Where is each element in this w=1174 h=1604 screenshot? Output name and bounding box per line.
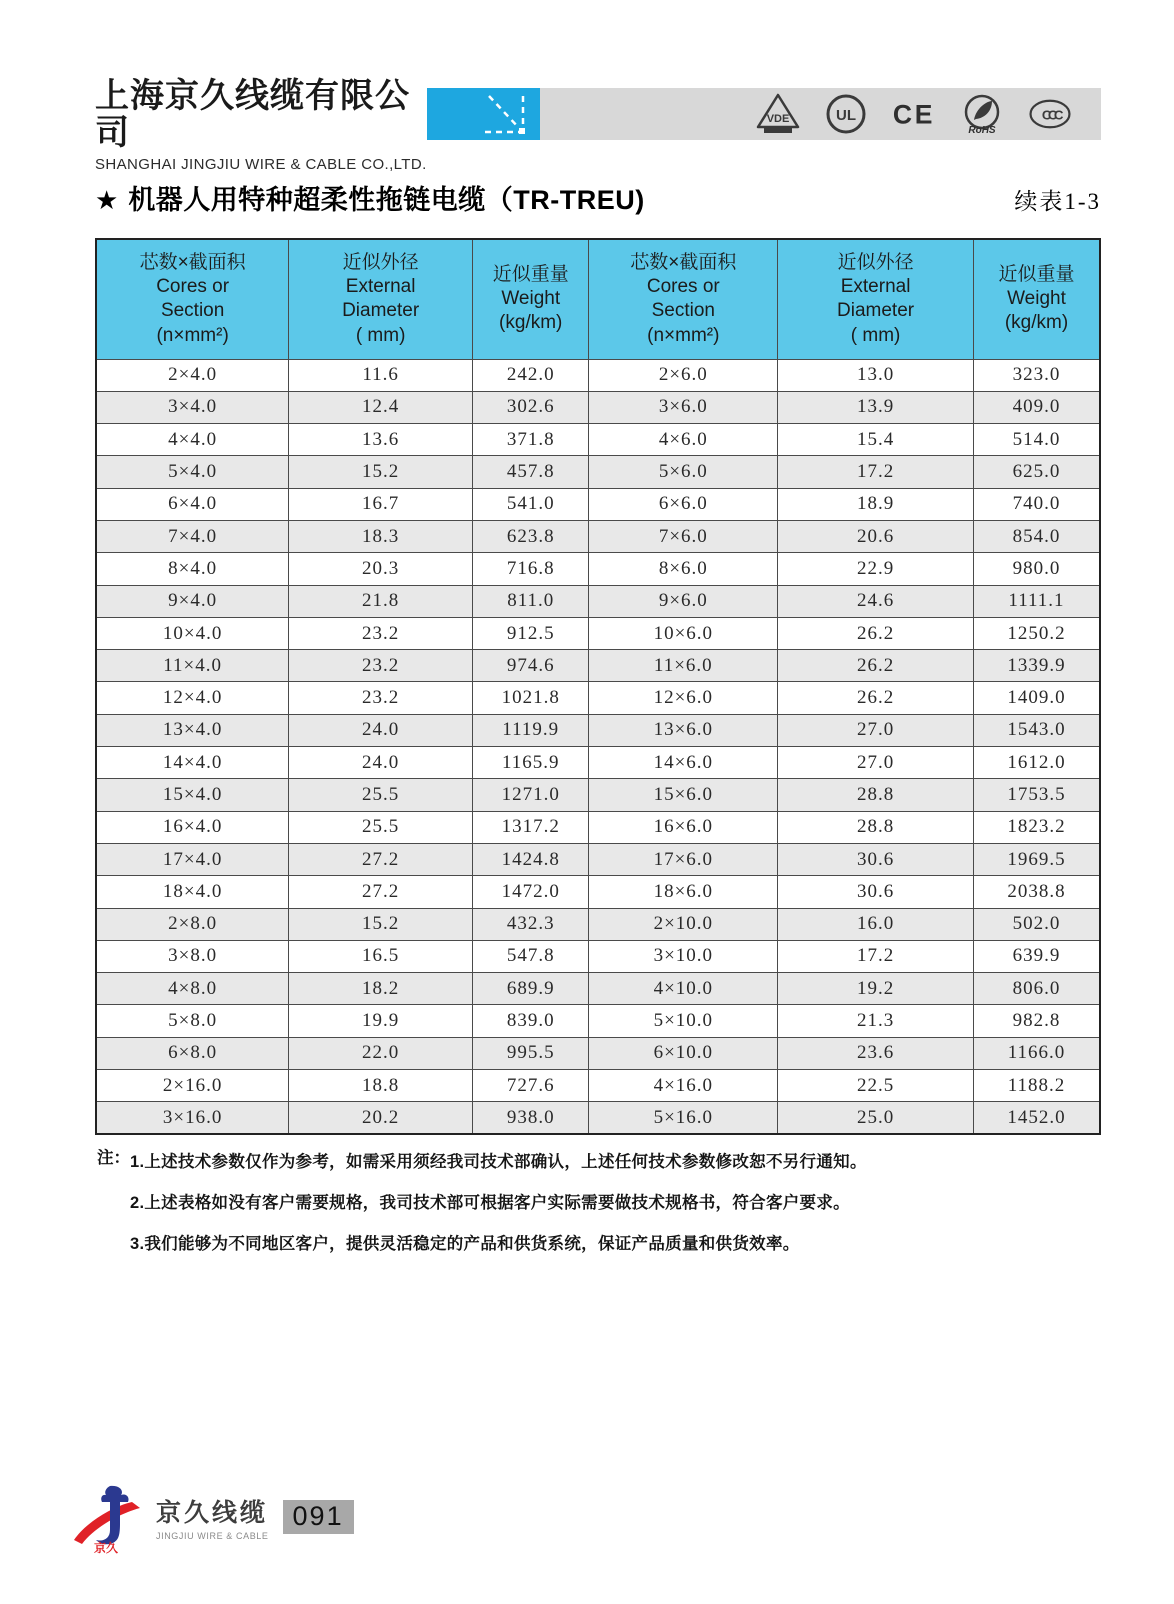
table-cell: 27.0 [778, 747, 974, 779]
table-continuation-label: 续表1-3 [1014, 189, 1101, 214]
table-cell: 16.0 [778, 908, 974, 940]
col-header-text: ( mm) [355, 324, 406, 346]
table-cell: 3×16.0 [96, 1102, 289, 1134]
table-cell: 19.2 [778, 973, 974, 1005]
ccc-icon [1027, 91, 1073, 137]
table-row [96, 488, 1100, 520]
svg-text:VDE: VDE [766, 113, 790, 125]
logo-name-cn: 京久线缆 [156, 1499, 269, 1527]
table-cell: 14×6.0 [589, 747, 778, 779]
table-cell: 26.2 [778, 617, 974, 649]
table-cell: 806.0 [973, 973, 1100, 1005]
table-row [96, 1102, 1100, 1134]
table-cell: 6×10.0 [589, 1037, 778, 1069]
table-cell: 1166.0 [973, 1037, 1100, 1069]
col-header-text: Weight [1007, 288, 1066, 310]
note-line-3: 3.我们能够为不同地区客户，提供灵活稳定的产品和供货系统，保证产品质量和供货效率。 [130, 1235, 800, 1253]
company-name-cn: 上海京久线缆有限公司 [95, 77, 410, 153]
table-cell: 22.5 [778, 1070, 974, 1102]
brand-bar [95, 76, 1101, 173]
table-cell: 1452.0 [973, 1102, 1100, 1134]
table-cell: 4×6.0 [589, 424, 778, 456]
table-row [96, 650, 1100, 682]
table-cell: 7×6.0 [589, 520, 778, 552]
table-cell: 323.0 [973, 359, 1100, 391]
svg-text:京久: 京久 [93, 1541, 119, 1555]
table-cell: 25.0 [778, 1102, 974, 1134]
table-cell: 27.2 [289, 876, 473, 908]
table-cell: 3×8.0 [96, 940, 289, 972]
table-cell: 16.5 [289, 940, 473, 972]
dashed-arrow-icon [427, 88, 540, 140]
table-cell: 727.6 [472, 1070, 588, 1102]
table-cell: 23.2 [289, 617, 473, 649]
title-row [95, 178, 1101, 217]
col-header-weight-2 [973, 239, 1100, 359]
vde-icon [755, 91, 801, 137]
svg-text:CE: CE [892, 99, 936, 130]
table-cell: 3×6.0 [589, 391, 778, 423]
table-cell: 23.6 [778, 1037, 974, 1069]
note-line-1: 1.上述技术参数仅作为参考，如需采用须经我司技术部确认，上述任何技术参数修改恕不另行通知。 [130, 1153, 867, 1171]
col-header-text: Section [651, 300, 715, 322]
table-row [96, 1070, 1100, 1102]
table-cell: 689.9 [472, 973, 588, 1005]
table-cell: 3×10.0 [589, 940, 778, 972]
table-cell: 17×6.0 [589, 843, 778, 875]
col-header-text: (kg/km) [499, 312, 563, 334]
col-header-diameter-2 [778, 239, 974, 359]
table-cell: 1271.0 [472, 779, 588, 811]
table-cell: 26.2 [778, 682, 974, 714]
col-header-text: Cores or [646, 275, 720, 297]
table-row [96, 456, 1100, 488]
table-cell: 502.0 [973, 908, 1100, 940]
table-cell: 19.9 [289, 1005, 473, 1037]
col-header-text: (kg/km) [1004, 312, 1069, 334]
table-cell: 7×4.0 [96, 520, 289, 552]
table-cell: 11.6 [289, 359, 473, 391]
table-cell: 995.5 [472, 1037, 588, 1069]
table-row [96, 585, 1100, 617]
table-cell: 854.0 [973, 520, 1100, 552]
col-header-weight-1 [472, 239, 588, 359]
notes-label: 注： [97, 1149, 130, 1167]
table-cell: 4×10.0 [589, 973, 778, 1005]
table-cell: 16×6.0 [589, 811, 778, 843]
table-cell: 18.2 [289, 973, 473, 1005]
table-row [96, 520, 1100, 552]
col-header-text: (n×mm²) [156, 324, 229, 346]
table-cell: 541.0 [472, 488, 588, 520]
table-row [96, 553, 1100, 585]
table-row [96, 973, 1100, 1005]
table-cell: 811.0 [472, 585, 588, 617]
table-cell: 11×4.0 [96, 650, 289, 682]
table-cell: 27.2 [289, 843, 473, 875]
table-cell: 625.0 [973, 456, 1100, 488]
table-cell: 13.9 [778, 391, 974, 423]
table-cell: 28.8 [778, 779, 974, 811]
certification-bar [540, 88, 1101, 140]
table-cell: 1111.1 [973, 585, 1100, 617]
table-cell: 302.6 [472, 391, 588, 423]
table-cell: 20.3 [289, 553, 473, 585]
table-cell: 13.0 [778, 359, 974, 391]
table-cell: 18×4.0 [96, 876, 289, 908]
col-header-text: Diameter [837, 300, 915, 322]
table-cell: 2×8.0 [96, 908, 289, 940]
table-cell: 20.2 [289, 1102, 473, 1134]
table-cell: 1119.9 [472, 714, 588, 746]
table-cell: 12×4.0 [96, 682, 289, 714]
table-cell: 6×4.0 [96, 488, 289, 520]
table-cell: 1424.8 [472, 843, 588, 875]
table-cell: 18.8 [289, 1070, 473, 1102]
table-row [96, 747, 1100, 779]
col-header-text: 芯数×截面积 [139, 251, 246, 273]
table-cell: 242.0 [472, 359, 588, 391]
table-cell: 9×4.0 [96, 585, 289, 617]
table-cell: 912.5 [472, 617, 588, 649]
col-header-text: External [840, 275, 911, 297]
table-cell: 25.5 [289, 779, 473, 811]
table-cell: 1612.0 [973, 747, 1100, 779]
table-cell: 1188.2 [973, 1070, 1100, 1102]
table-cell: 28.8 [778, 811, 974, 843]
table-cell: 974.6 [472, 650, 588, 682]
table-cell: 1317.2 [472, 811, 588, 843]
table-cell: 15×6.0 [589, 779, 778, 811]
table-row [96, 391, 1100, 423]
table-cell: 13×6.0 [589, 714, 778, 746]
table-cell: 716.8 [472, 553, 588, 585]
table-cell: 22.0 [289, 1037, 473, 1069]
table-cell: 5×10.0 [589, 1005, 778, 1037]
table-cell: 4×4.0 [96, 424, 289, 456]
table-cell: 1969.5 [973, 843, 1100, 875]
table-cell: 25.5 [289, 811, 473, 843]
table-cell: 938.0 [472, 1102, 588, 1134]
table-cell: 1339.9 [973, 650, 1100, 682]
table-cell: 22.9 [778, 553, 974, 585]
brand-blue-box [427, 88, 540, 140]
table-cell: 1250.2 [973, 617, 1100, 649]
table-cell: 15.4 [778, 424, 974, 456]
company-logo-icon [66, 1478, 152, 1556]
col-header-text: Section [160, 300, 225, 322]
table-cell: 839.0 [472, 1005, 588, 1037]
table-cell: 639.9 [973, 940, 1100, 972]
table-cell: 14×4.0 [96, 747, 289, 779]
table-cell: 2×4.0 [96, 359, 289, 391]
table-cell: 18.9 [778, 488, 974, 520]
col-header-text: (n×mm²) [647, 324, 720, 346]
table-body [96, 359, 1100, 1134]
table-header [96, 239, 1100, 359]
col-header-text: Diameter [342, 300, 420, 322]
table-cell: 409.0 [973, 391, 1100, 423]
table-cell: 982.8 [973, 1005, 1100, 1037]
table-cell: 3×4.0 [96, 391, 289, 423]
table-cell: 15.2 [289, 456, 473, 488]
table-cell: 1472.0 [472, 876, 588, 908]
table-cell: 6×6.0 [589, 488, 778, 520]
table-cell: 27.0 [778, 714, 974, 746]
page-number: 091 [283, 1500, 354, 1534]
table-cell: 1753.5 [973, 779, 1100, 811]
table-cell: 17×4.0 [96, 843, 289, 875]
table-cell: 12.4 [289, 391, 473, 423]
col-header-text: 近似重量 [492, 263, 569, 285]
cable-spec-table [95, 238, 1101, 1135]
table-cell: 1409.0 [973, 682, 1100, 714]
table-cell: 2038.8 [973, 876, 1100, 908]
table-cell: 26.2 [778, 650, 974, 682]
table-cell: 4×8.0 [96, 973, 289, 1005]
table-row [96, 843, 1100, 875]
svg-text:CCC: CCC [1041, 107, 1060, 123]
table-cell: 1823.2 [973, 811, 1100, 843]
table-cell: 8×4.0 [96, 553, 289, 585]
table-cell: 980.0 [973, 553, 1100, 585]
table-cell: 9×6.0 [589, 585, 778, 617]
col-header-text: 近似外径 [342, 251, 419, 273]
page-title: 机器人用特种超柔性拖链电缆（TR-TREU) [128, 185, 645, 215]
table-cell: 24.6 [778, 585, 974, 617]
table-cell: 21.8 [289, 585, 473, 617]
table-cell: 13×4.0 [96, 714, 289, 746]
table-cell: 5×16.0 [589, 1102, 778, 1134]
table-cell: 6×8.0 [96, 1037, 289, 1069]
logo-name-en: JINGJIU WIRE & CABLE [156, 1531, 269, 1541]
col-header-cores-2 [589, 239, 778, 359]
table-row [96, 811, 1100, 843]
table-row [96, 682, 1100, 714]
table-cell: 21.3 [778, 1005, 974, 1037]
table-cell: 17.2 [778, 456, 974, 488]
table-cell: 371.8 [472, 424, 588, 456]
table-cell: 5×6.0 [589, 456, 778, 488]
svg-text:RoHS: RoHS [968, 125, 996, 136]
star-icon: ★ [95, 185, 119, 215]
table-cell: 15.2 [289, 908, 473, 940]
table-row [96, 714, 1100, 746]
note-line-2: 2.上述表格如没有客户需要规格，我司技术部可根据客户实际需要做技术规格书，符合客户要求。 [130, 1194, 850, 1212]
table-cell: 5×8.0 [96, 1005, 289, 1037]
table-row [96, 1005, 1100, 1037]
table-cell: 432.3 [472, 908, 588, 940]
table-row [96, 908, 1100, 940]
table-row [96, 876, 1100, 908]
table-cell: 13.6 [289, 424, 473, 456]
table-cell: 30.6 [778, 876, 974, 908]
table-cell: 15×4.0 [96, 779, 289, 811]
table-cell: 740.0 [973, 488, 1100, 520]
table-cell: 11×6.0 [589, 650, 778, 682]
table-row [96, 779, 1100, 811]
table-cell: 16.7 [289, 488, 473, 520]
col-header-cores-1 [96, 239, 289, 359]
table-row [96, 424, 1100, 456]
table-cell: 23.2 [289, 682, 473, 714]
ul-icon [823, 91, 869, 137]
table-cell: 2×10.0 [589, 908, 778, 940]
table-cell: 4×16.0 [589, 1070, 778, 1102]
notes-block [97, 1148, 1107, 1271]
table-row [96, 1037, 1100, 1069]
table-cell: 1165.9 [472, 747, 588, 779]
table-cell: 12×6.0 [589, 682, 778, 714]
table-row [96, 359, 1100, 391]
table-cell: 457.8 [472, 456, 588, 488]
table-cell: 10×4.0 [96, 617, 289, 649]
table-cell: 16×4.0 [96, 811, 289, 843]
col-header-text: ( mm) [850, 324, 901, 346]
table-cell: 24.0 [289, 714, 473, 746]
table-cell: 17.2 [778, 940, 974, 972]
svg-text:UL: UL [836, 107, 856, 124]
table-cell: 1021.8 [472, 682, 588, 714]
table-cell: 547.8 [472, 940, 588, 972]
table-cell: 623.8 [472, 520, 588, 552]
col-header-text: Cores or [156, 275, 230, 297]
table-cell: 18×6.0 [589, 876, 778, 908]
col-header-text: 近似外径 [837, 251, 914, 273]
table-cell: 24.0 [289, 747, 473, 779]
col-header-text: Weight [501, 288, 561, 310]
table-cell: 1543.0 [973, 714, 1100, 746]
table-cell: 18.3 [289, 520, 473, 552]
col-header-text: External [345, 275, 416, 297]
table-cell: 30.6 [778, 843, 974, 875]
table-cell: 514.0 [973, 424, 1100, 456]
page-footer [66, 1478, 354, 1556]
ce-icon [891, 91, 937, 137]
col-header-diameter-1 [289, 239, 473, 359]
table-cell: 23.2 [289, 650, 473, 682]
table-cell: 10×6.0 [589, 617, 778, 649]
company-logo-text [95, 76, 427, 173]
table-cell: 2×16.0 [96, 1070, 289, 1102]
col-header-text: 芯数×截面积 [630, 251, 737, 273]
col-header-text: 近似重量 [998, 263, 1075, 285]
logo-text-block [156, 1493, 269, 1541]
table-cell: 5×4.0 [96, 456, 289, 488]
rohs-icon [959, 91, 1005, 137]
table-cell: 8×6.0 [589, 553, 778, 585]
table-cell: 2×6.0 [589, 359, 778, 391]
table-row [96, 617, 1100, 649]
table-row [96, 940, 1100, 972]
company-name-en: SHANGHAI JINGJIU WIRE & CABLE CO.,LTD. [95, 155, 427, 173]
table-cell: 20.6 [778, 520, 974, 552]
